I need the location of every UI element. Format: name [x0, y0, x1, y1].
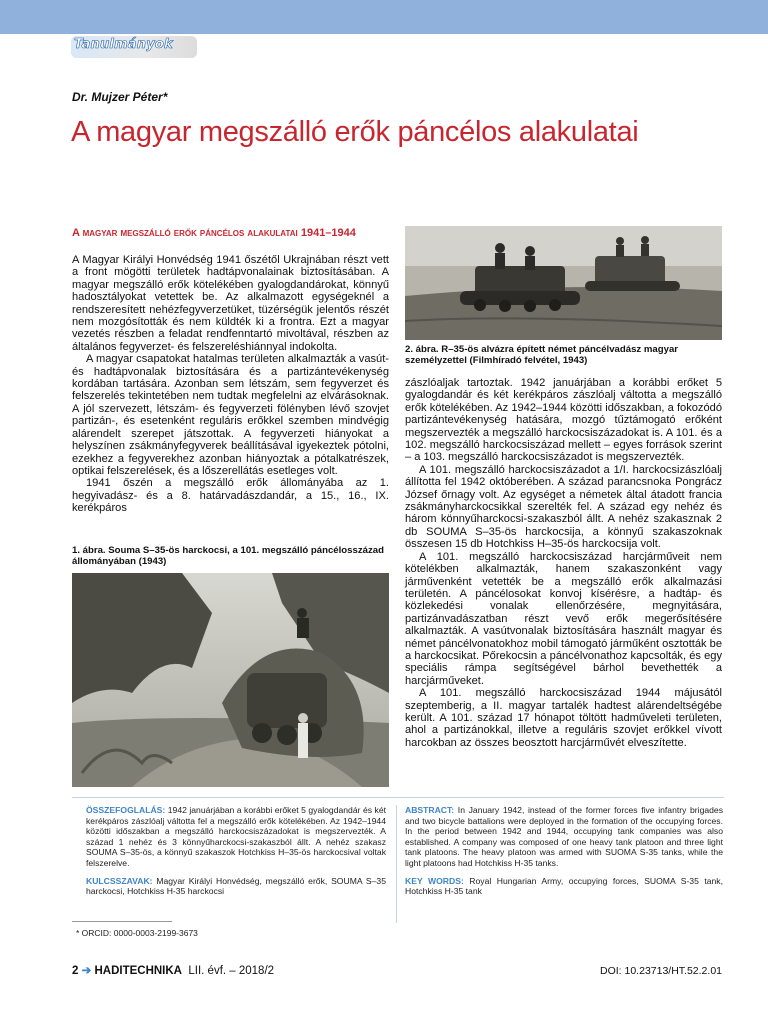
- figure2-caption: 2. ábra. R–35-ös alvázra épített német páncélvadász magyar személyzettel (Filmhíradó felvétel, 1943): [405, 344, 679, 366]
- section-label-tab: [71, 36, 197, 58]
- page-footer: [72, 963, 274, 977]
- keywords-hu: [86, 876, 386, 897]
- keywords-en-text: Royal Hungarian Army, occupying forces, SUOMA S-35 tank, Hotchkiss H-35 tank: [405, 875, 723, 897]
- section-heading: [72, 227, 356, 239]
- author: Dr. Mujzer Péter*: [72, 90, 168, 104]
- keywords-en-label: KEY WORDS:: [405, 875, 464, 886]
- paragraph: A 101. megszálló harckocsiszázad 1944 májusától szeptemberig, a II. magyar tartalék hadtest alárendeltségébe került. A 101. század 17 hónapot töltött hadműveleti területen, ahol a partizánokkal, illetve a reguláris szovjet erőkkel vívott harcokban az összes beosztott harcjárművét elveszítette.: [405, 687, 722, 749]
- paragraph: A 101. megszálló harckocsiszázad harcjárműveit nem kötelékben alkalmazták, hanem szakaszonként vagy járművenként vetették be a megszálló erők alkalmazási területén. A páncélosokat konvoj kísérésre, a hadtáp- és közlekedési vonalak ellenőrzésére, megnyitására, partizánvadászatban részt vevő erők megerősítésére alkalmazták. A vasútvonalak biztosítására használt magyar és német páncélvonatokhoz mobil támogató járműként osztották be a harckocsikat. Pőrekocsin a páncélvonathoz kapcsolták, és egy speciális rámpa segítségével bárhol bevethették a harcjárműveket.: [405, 550, 722, 687]
- article-title: A magyar megszálló erők páncélos alakulatai: [71, 116, 639, 148]
- abstract-english: [405, 805, 723, 897]
- section-label: Tanulmányok: [74, 37, 173, 52]
- section-heading-years: 1941–1944: [300, 227, 356, 239]
- right-column: [405, 377, 722, 749]
- figure1-caption: 1. ábra. Souma S–35-ös harckocsi, a 101. megszálló páncélosszázad állományában (1943): [72, 545, 384, 567]
- footnote: * ORCID: 0000-0003-2199-3673: [76, 928, 198, 938]
- arrow-icon: ➔: [81, 965, 92, 977]
- keywords-hu-text: Magyar Királyi Honvédség, megszálló erők, SOUMA S–35 harckocsi, Hotchkiss H-35 harckocsi: [86, 875, 386, 897]
- keywords-en: [405, 876, 723, 897]
- paragraph: 1941 őszén a megszálló erők állományába az 1. hegyivadász- és a 8. határvadászdandár, a 15., 16., IX. kerékpáros: [72, 477, 389, 515]
- section-heading-text: A magyar megszálló erők páncélos alakulatai: [72, 227, 298, 239]
- paragraph: A Magyar Királyi Honvédség 1941 őszétől Ukrajnában részt vett a front mögötti területek hadtápvonalainak biztosításában. A magyar megszálló erők kötelékében gyalogdandárokat, könnyű hadosztályokat vetettek be. Az alkalmazott egységeknél a rendszeresített nehézfegyverzetüket, tüzérségük jelentős részét nem mozgósították és nem küldték ki a frontra. Ezt a magyar vezetés részben a feladat rendfenntartó mivoltával, részben az általános fegyverzet- és felszereléshiánnyal indokolta.: [72, 254, 389, 353]
- footnote-rule: [72, 921, 172, 922]
- abstract-divider: [396, 805, 397, 923]
- doi: DOI: 10.23713/HT.52.2.01: [600, 965, 722, 977]
- left-column: [72, 254, 389, 515]
- abstract-en: [405, 805, 723, 869]
- abstract-hu-text: 1942 januárjában a korábbi erőket 5 gyalogdandár és két kerékpáros zászlóalj váltotta fel a megszálló erők kötelékében. Az 1942–1944 közötti időszakban a megszálló harckocsiszázadokat is megszervezték. A század 1 nehéz és 3 könnyűharckocsi-szakaszból állt. A nehéz szakasz SOUMA S–35-ös, a könnyű szakaszok Hotchkiss H–35-ös harckocsival voltak felszerelve.: [86, 805, 386, 868]
- magazine-name: HADITECHNIKA: [94, 965, 182, 977]
- abstract-hungarian: [86, 805, 386, 897]
- abstract-hu: [86, 805, 386, 869]
- figure2-photo: [405, 226, 722, 340]
- abstract-en-label: ABSTRACT:: [405, 805, 455, 815]
- issue-info: LII. évf. – 2018/2: [188, 965, 275, 977]
- paragraph: A 101. megszálló harckocsiszázadot a 1/I. harckocsizászlóalj állította fel 1942 októberében. A század parancsnoka Pongrácz József őrnagy volt. Az egységet a németek által átadott francia zsákmányharckocsikkal szerelték fel. A század egy nehéz és három könnyűharckocsi-szakaszból állt. A nehéz szakasznak 2 db SOUMA S–35-ös harckocsija, a könnyű szakaszoknak összesen 15 db Hotchkiss H–35-ös harckocsija volt.: [405, 463, 722, 551]
- figure1-photo: [72, 573, 389, 787]
- abstract-hu-label: ÖSSZEFOGLALÁS:: [86, 805, 166, 815]
- abstract-separator: [72, 797, 724, 798]
- page-number: 2: [72, 965, 79, 977]
- header-bar: [0, 0, 768, 34]
- keywords-hu-label: KULCSSZAVAK:: [86, 875, 153, 886]
- abstract-en-text: In January 1942, instead of the former forces five infantry brigades and two bicycle battalions were deployed in the formation of the occupying forces. In the period between 1942 and 1944, occupying tank companies was also established. A company was composed of one heavy tank platoon and three light tank platoons. The heavy platoon was armed with SUOMA S-35 tanks, while the light platoons had Hotchkiss H-35 tanks.: [405, 805, 723, 868]
- paragraph: zászlóaljak tartoztak. 1942 januárjában a korábbi erőket 5 gyalogdandár és két kerékpáros zászlóalj váltotta a megszálló erők kötelékében. Az 1942–1944 közötti időszakban, a fokozódó partizántevékenység hatására, mozgó tűztámogató erőként megszervezték a megszálló harckocsiszázadokat is. A 101. és a 102. megszálló harckocsiszázad mellett – egyes források szerint – a 103. megszálló harckocsiszázadot is megszervezték.: [405, 377, 722, 464]
- paragraph: A magyar csapatokat hatalmas területen alkalmazták a vasút- és hadtápvonalak biztosítására és a partizántevékenység kordában tartására. Azonban sem létszám, sem fegyverzet és felszerelés tekintetében nem tudtak megfelelni az elvárásoknak. A jól szervezett, létszám- és fegyverzeti fölényben lévő szovjet partizán-, és esetenként reguláris erőkkel szemben mindvégig alárendelt szerepet játszottak. A fegyverzeti hiányokat a helyszínen zsákmányfegyverek beállításával igyekeztek pótolni, ezekhez a fegyverekhez azonban hiányoztak a pótalkatrészek, optikai felszerelések, és a lőszerellátás esetleges volt.: [72, 353, 389, 477]
